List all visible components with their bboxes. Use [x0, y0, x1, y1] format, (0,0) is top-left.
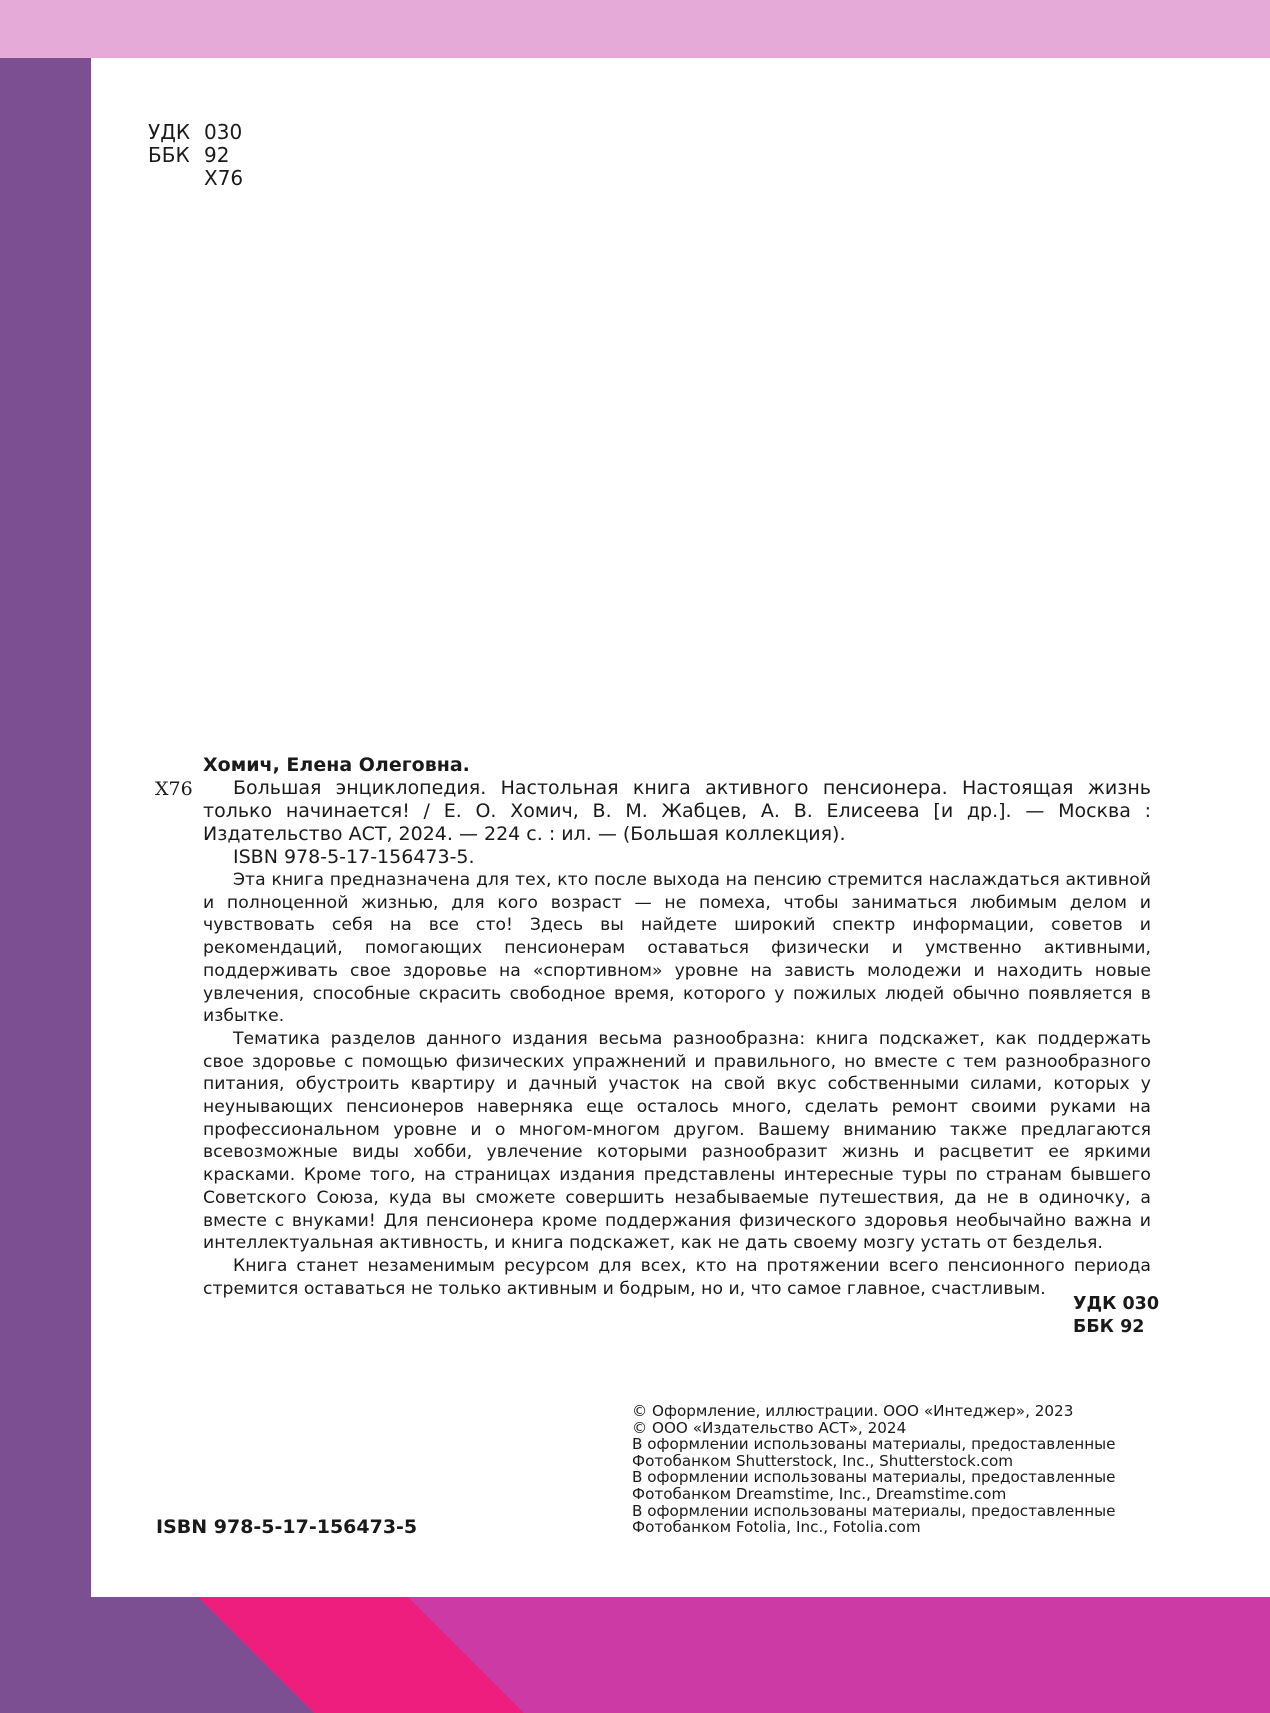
index-value: 030: [204, 120, 243, 144]
copyright-line: © Оформление, иллюстрации. ООО «Интеджер», 2023: [632, 1402, 1074, 1420]
udk-code: УДК 030: [1073, 1294, 1160, 1314]
copyright-line: © ООО «Издательство АСТ», 2024: [632, 1418, 907, 1437]
index-value: 92: [204, 143, 230, 167]
left-color-band: [0, 58, 91, 1713]
index-row-bbk: [148, 144, 243, 167]
classification-index-header: [148, 121, 243, 190]
copyright-line: Фотобанком Fotolia, Inc., Fotolia.com: [632, 1518, 921, 1537]
copyright-line: В оформлении использованы материалы, предоставленные: [632, 1468, 1116, 1487]
bottom-color-band: [0, 1597, 1270, 1713]
index-key: ББК: [148, 143, 190, 167]
index-row-author-mark: [148, 167, 243, 190]
book-description: Большая энциклопедия. Настольная книга активного пенсионера. Настоящая жизнь только начинается! / Е. О. Хомич, В. М. Жабцев, А. В. Елисеева [и др.]. — Москва : Издательство АСТ, 2024. — 224 с. : ил. — (Большая коллекция).: [203, 777, 1151, 845]
annotation-paragraph: Тематика разделов данного издания весьма разнообразна: книга подскажет, как поддержать свое здоровье с помощью физических упражнений и правильного, но вместе с тем разнообразного питания, обустроить квартиру и дачный участок на свой вкус собственными силами, которых у неунывающих пенсионеров наверняка еще осталось много, сделать ремонт своими руками на профессиональном уровне и о многом-многом другом. Вашему вниманию также предлагаются всевозможные виды хобби, увлечение которыми разнообразит жизнь и расцветит ее яркими красками. Кроме того, на страницах издания представлены интересные туры по странам бывшего Советского Союза, куда вы сможете совершить незабываемые путешествия, да не в одиночку, а вместе с внуками! Для пенсионера кроме поддержания физического здоровья необычайно важна и интеллектуальная активность, и книга подскажет, как не дать своему мозгу устать от безделья.: [203, 1028, 1151, 1254]
copyright-line: Фотобанком Dreamstime, Inc., Dreamstime.com: [632, 1484, 1007, 1503]
copyright-line: Фотобанком Shutterstock, Inc., Shutterstock.com: [632, 1451, 1014, 1470]
classification-codes: [1073, 1293, 1159, 1339]
isbn-footer: ISBN 978-5-17-156473-5: [156, 1516, 418, 1538]
index-value: Х76: [204, 166, 244, 190]
top-color-band: [0, 0, 1270, 58]
author-mark: Х76: [155, 778, 193, 800]
index-row-udk: [148, 121, 243, 144]
bbk-code: ББК 92: [1073, 1317, 1145, 1337]
annotation-paragraph: Книга станет незаменимым ресурсом для всех, кто на протяжении всего пенсионного периода стремится оставаться не только активным и бодрым, но и, что самое главное, счастливым.: [203, 1255, 1151, 1299]
annotation-paragraph: Эта книга предназначена для тех, кто после выхода на пенсию стремится наслаждаться активной и полноценной жизнью, для кого возраст — не помеха, чтобы заниматься любимым делом и чувствовать себя на все сто! Здесь вы найдете широкий спектр информации, советов и рекомендаций, помогающих пенсионерам оставаться физически и умственно активными, поддерживать свое здоровье на «спортивном» уровне на зависть молодежи и находить новые увлечения, способные скрасить свободное время, которого у пожилых людей обычно появляется в избытке.: [203, 870, 1151, 1027]
index-key: УДК: [148, 120, 191, 144]
copyright-line: В оформлении использованы материалы, предоставленные: [632, 1501, 1116, 1520]
copyright-line: В оформлении использованы материалы, предоставленные: [632, 1435, 1116, 1454]
index-key: [148, 167, 204, 190]
copyright-block: [632, 1403, 1192, 1536]
author-heading: Хомич, Елена Олеговна.: [203, 754, 470, 776]
isbn-line: ISBN 978-5-17-156473-5.: [233, 846, 475, 868]
bibliographic-record: [203, 754, 1151, 1300]
